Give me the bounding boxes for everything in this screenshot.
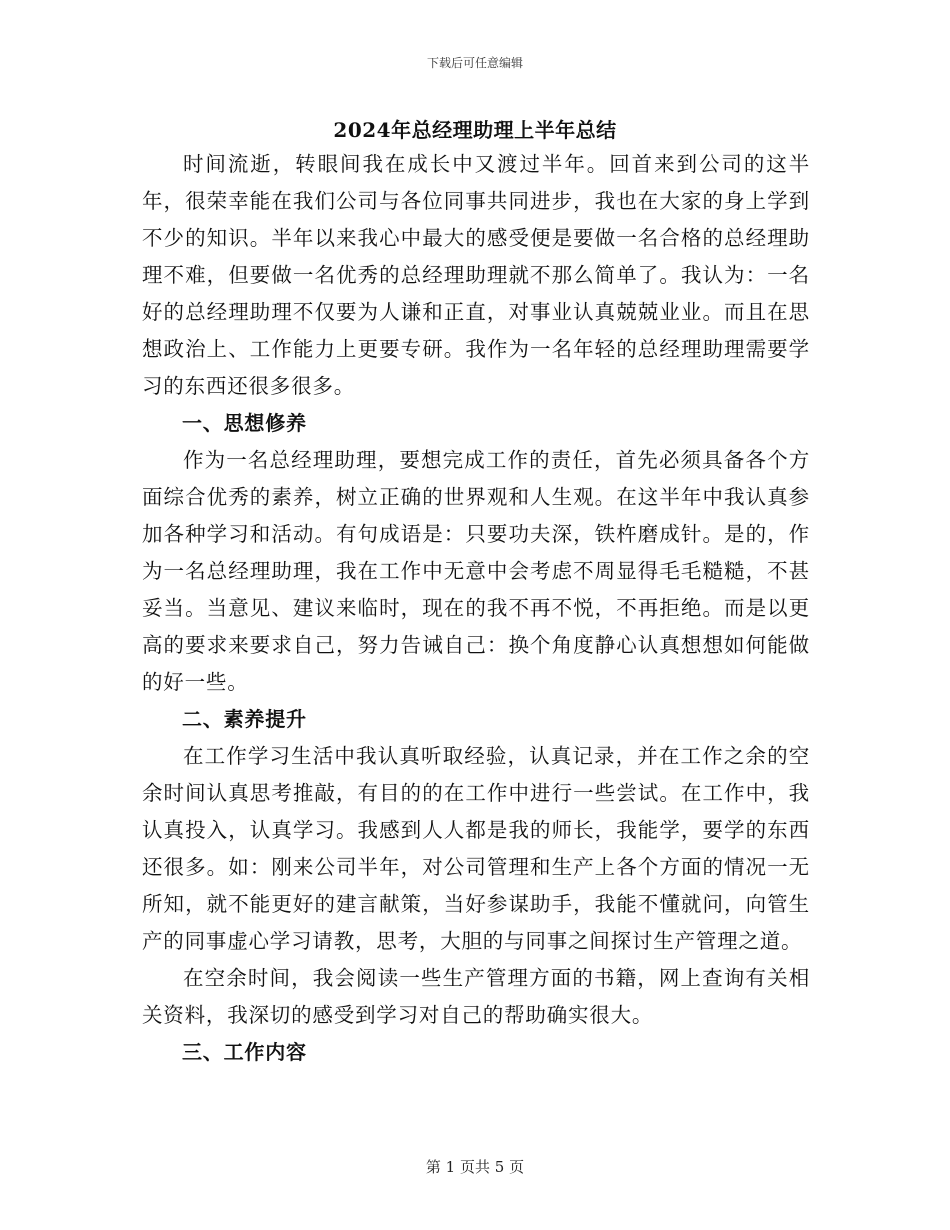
paragraph-reading: 在空余时间，我会阅读一些生产管理方面的书籍，网上查询有关相关资料，我深切的感受到学习对自己的帮助确实很大。: [142, 966, 810, 1027]
paragraph-thought: 作为一名总经理助理，要想完成工作的责任，首先必须具备各个方面综合优秀的素养，树立正确的世界观和人生观。在这半年中我认真参加各种学习和活动。有句成语是：只要功夫深，铁杵磨成针。是的，作为一名总经理助理，我在工作中无意中会考虑不周显得毛毛糙糙，不甚妥当。当意见、建议来临时，现在的我不再不悦，不再拒绝。而是以更高的要求来要求自己，努力告诫自己：换个角度静心认真想想如何能做的好一些。: [142, 448, 810, 694]
section-heading-1: 一、思想修养: [182, 411, 307, 435]
document-title: 2024年总经理助理上半年总结: [333, 118, 617, 142]
section-heading-3: 三、工作内容: [182, 1040, 307, 1064]
page-number: 第 1 页共 5 页: [425, 1158, 525, 1176]
section-heading-2: 二、素养提升: [182, 707, 307, 731]
document-body: [142, 146, 810, 1071]
paragraph-intro: 时间流逝，转眼间我在成长中又渡过半年。回首来到公司的这半年，很荣幸能在我们公司与各位同事共同进步，我也在大家的身上学到不少的知识。半年以来我心中最大的感受便是要做一名合格的总经理助理不难，但要做一名优秀的总经理助理就不那么简单了。我认为：一名好的总经理助理不仅要为人谦和正直，对事业认真兢兢业业。而且在思想政治上、工作能力上更要专研。我作为一名年轻的总经理助理需要学习的东西还很多很多。: [142, 152, 810, 398]
header-note: 下载后可任意编辑: [426, 56, 523, 70]
paragraph-improvement: 在工作学习生活中我认真听取经验，认真记录，并在工作之余的空余时间认真思考推敲，有目的的在工作中进行一些尝试。在工作中，我认真投入，认真学习。我感到人人都是我的师长，我能学，要学的东西还很多。如：刚来公司半年，对公司管理和生产上各个方面的情况一无所知，就不能更好的建言献策，当好参谋助手，我能不懂就问，向管生产的同事虚心学习请教，思考，大胆的与同事之间探讨生产管理之道。: [142, 744, 810, 953]
